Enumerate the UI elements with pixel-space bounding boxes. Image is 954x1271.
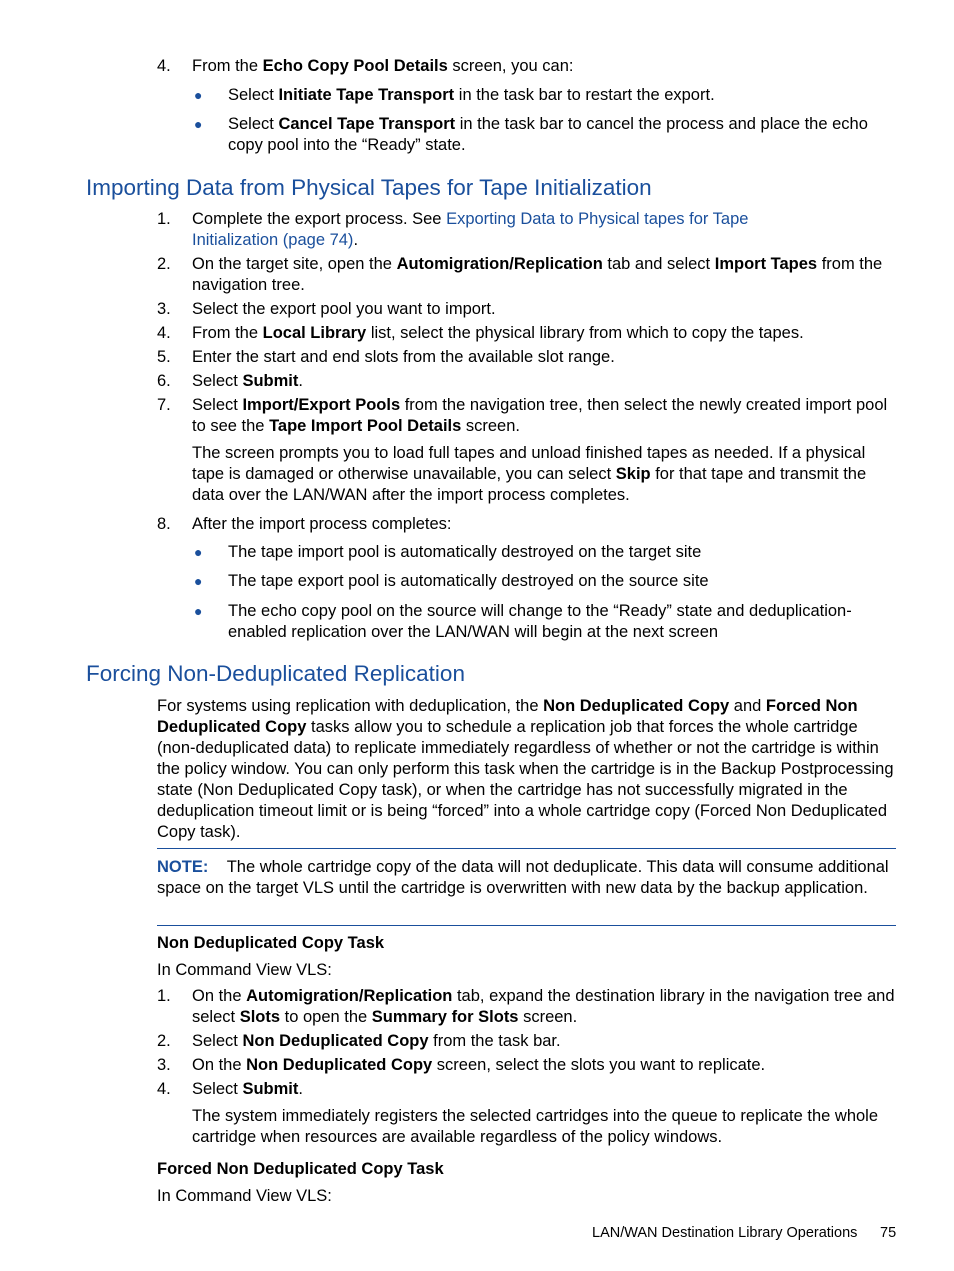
note-text: NOTE: The whole cartridge copy of the data will not deduplicate. This data will consume additional space on the target VLS until the cartridge is overwritten with new data by the backup application.: [157, 858, 889, 897]
bullet-item: The tape export pool is automatically destroyed on the source site: [228, 572, 709, 590]
step-number: 1.: [157, 987, 171, 1005]
step-number: 6.: [157, 372, 171, 390]
step-text: On the target site, open the Automigration/Replication tab and select Import Tapes from the navigation tree.: [192, 255, 883, 294]
step-number: 3.: [157, 300, 171, 318]
section-heading-forcing: Forcing Non-Deduplicated Replication: [86, 661, 465, 686]
step-text: On the Non Deduplicated Copy screen, select the slots you want to replicate.: [192, 1056, 766, 1074]
step-text: Select Non Deduplicated Copy from the task bar.: [192, 1032, 561, 1050]
step-number: 2.: [157, 1032, 171, 1050]
step-number: 4.: [157, 57, 171, 75]
lead-text: In Command View VLS:: [157, 1187, 332, 1205]
step-number: 7.: [157, 396, 171, 414]
note-box: [157, 848, 896, 926]
bullet-icon: ●: [194, 544, 203, 560]
step-text: From the Echo Copy Pool Details screen, you can:: [192, 57, 574, 75]
step-number: 1.: [157, 210, 171, 228]
step-number: 3.: [157, 1056, 171, 1074]
step-text: Select Import/Export Pools from the navigation tree, then select the newly created import pool to see the Tape Import Pool Details screen.: [192, 396, 888, 435]
step-paragraph: The system immediately registers the selected cartridges into the queue to replicate the whole cartridge when resources are available regardless of the policy windows.: [192, 1107, 879, 1146]
step-text: Complete the export process. See Exporting Data to Physical tapes for Tape Initialization (page 74).: [192, 210, 749, 249]
bullet-item: The tape import pool is automatically destroyed on the target site: [228, 543, 702, 561]
step-text: After the import process completes:: [192, 515, 452, 533]
step-number: 8.: [157, 515, 171, 533]
step-text: Select Submit.: [192, 1080, 303, 1098]
subheading-non-dedup-task: Non Deduplicated Copy Task: [157, 934, 385, 952]
lead-text: In Command View VLS:: [157, 961, 332, 979]
step-number: 5.: [157, 348, 171, 366]
step-text: Select the export pool you want to import.: [192, 300, 496, 318]
bullet-item: The echo copy pool on the source will change to the “Ready” state and deduplication-enabled replication over the LAN/WAN will begin at the next screen: [228, 602, 852, 641]
bullet-icon: ●: [194, 87, 203, 103]
bullet-icon: ●: [194, 116, 203, 132]
step-paragraph: The screen prompts you to load full tapes and unload finished tapes as needed. If a physical tape is damaged or otherwise unavailable, you can select Skip for that tape and transmit the data over the LAN/WAN after the import process completes.: [192, 444, 867, 504]
section-heading-importing: Importing Data from Physical Tapes for Tape Initialization: [86, 175, 652, 200]
intro-paragraph: For systems using replication with deduplication, the Non Deduplicated Copy and Forced Non Deduplicated Copy tasks allow you to schedule a replication job that forces the whole cartridge (non-deduplicated data) to replicate immediately regardless of whether or not the cartridge is within the policy window. You can only perform this task when the cartridge is in the Backup Postprocessing state (Non Deduplicated Copy task), or when the cartridge has not successfully migrated in the deduplication timeout limit or is being “forced” into a whole cartridge copy (Forced Non Deduplicated Copy task).: [157, 697, 894, 841]
cross-reference-link[interactable]: Exporting Data to Physical tapes for Tape Initialization (page 74): [192, 210, 749, 249]
bullet-icon: ●: [194, 603, 203, 619]
step-text: Select Submit.: [192, 372, 303, 390]
step-text: Enter the start and end slots from the available slot range.: [192, 348, 615, 366]
page-number: 75: [880, 1225, 897, 1241]
bullet-item: Select Initiate Tape Transport in the task bar to restart the export.: [228, 86, 715, 104]
bullet-icon: ●: [194, 573, 203, 589]
step-number: 4.: [157, 324, 171, 342]
bullet-item: Select Cancel Tape Transport in the task bar to cancel the process and place the echo copy pool into the “Ready” state.: [228, 115, 868, 154]
step-number: 2.: [157, 255, 171, 273]
step-text: From the Local Library list, select the physical library from which to copy the tapes.: [192, 324, 804, 342]
note-label: NOTE:: [157, 858, 209, 876]
footer-section-title: LAN/WAN Destination Library Operations: [592, 1225, 858, 1241]
step-number: 4.: [157, 1080, 171, 1098]
subheading-forced-task: Forced Non Deduplicated Copy Task: [157, 1160, 444, 1178]
step-text: On the Automigration/Replication tab, expand the destination library in the navigation tree and select Slots to open the Summary for Slots screen.: [192, 987, 895, 1026]
